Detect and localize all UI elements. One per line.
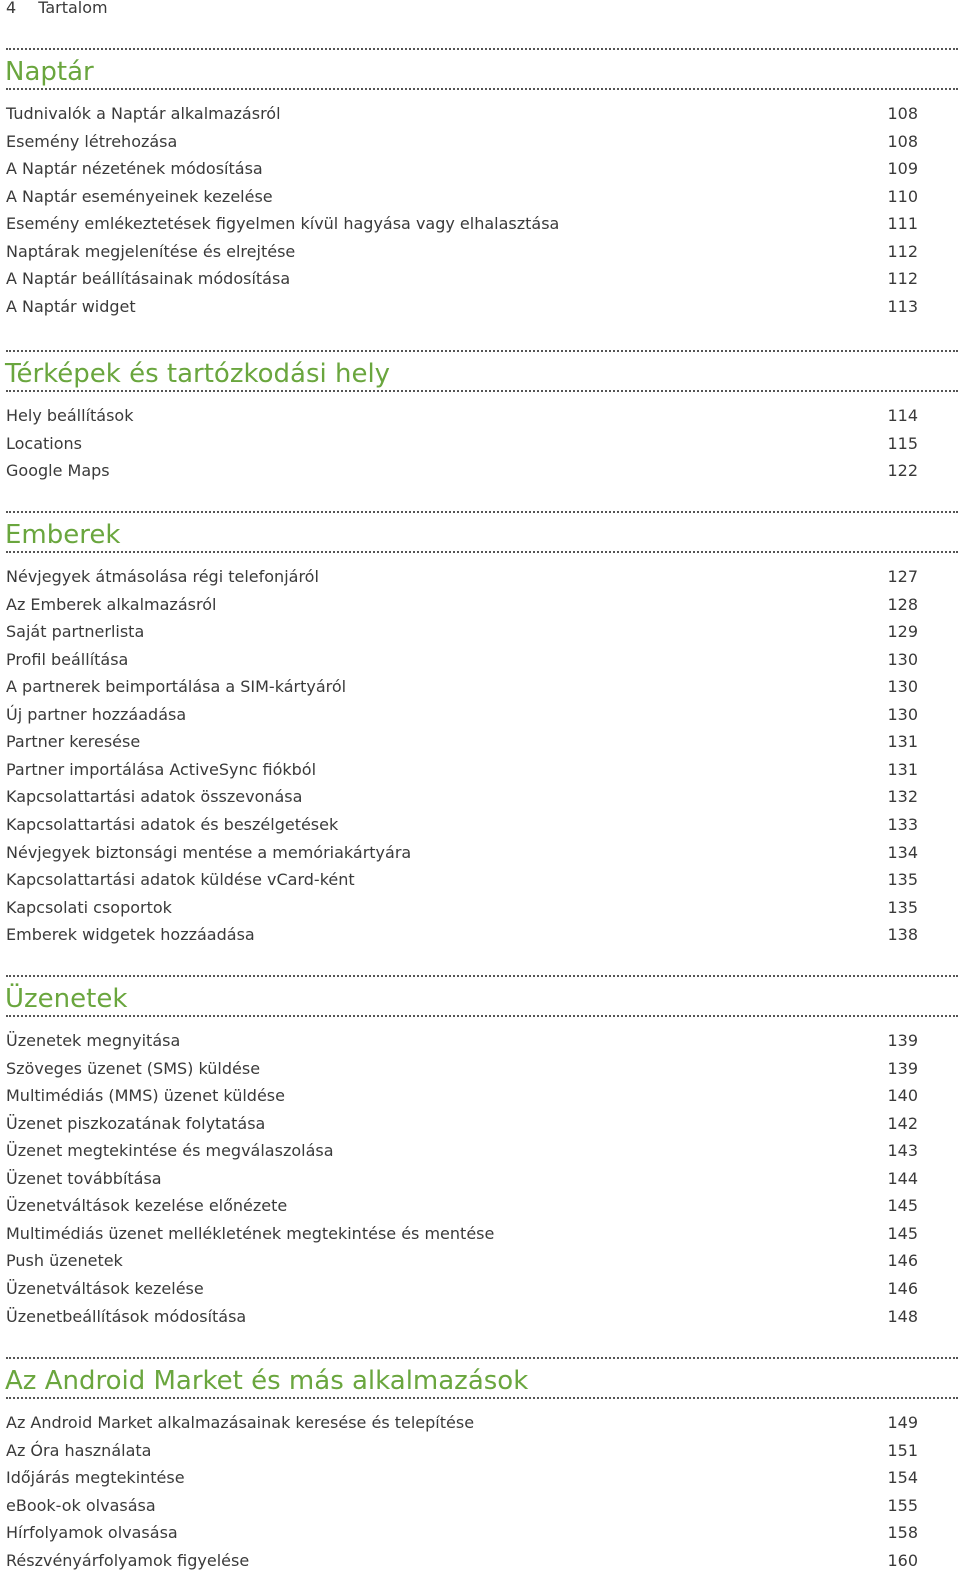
toc-entry[interactable] [6,268,918,295]
toc-entry-label: Időjárás megtekintése [6,1468,185,1487]
section-title: Üzenetek [5,984,128,1014]
section-divider-bottom [6,390,958,392]
toc-entry-label: Partner keresése [6,732,141,751]
section-divider-bottom [6,88,958,90]
toc-entry-page-number: 122 [887,461,918,480]
toc-entry-label: eBook-ok olvasása [6,1496,156,1515]
toc-entry[interactable] [6,241,918,268]
toc-entry[interactable] [6,897,918,924]
toc-entry-label: Üzenetek megnyitása [6,1031,181,1050]
toc-entry-page-number: 108 [887,104,918,123]
toc-entry-page-number: 132 [887,787,918,806]
toc-entry-page-number: 129 [887,622,918,641]
toc-entry[interactable] [6,1223,918,1250]
toc-entry-page-number: 112 [887,269,918,288]
toc-entry-label: Üzenetváltások kezelése előnézete [6,1196,288,1215]
toc-entry-page-number: 113 [887,297,918,316]
toc-entry-label: Tudnivalók a Naptár alkalmazásról [6,104,281,123]
toc-entry-page-number: 128 [887,595,918,614]
section-divider-top [6,350,958,352]
toc-entry-page-number: 158 [887,1523,918,1542]
page-header [6,0,108,18]
toc-entry-label: Multimédiás üzenet mellékletének megtekintése és mentése [6,1224,495,1243]
toc-entry-page-number: 160 [887,1551,918,1570]
toc-entry-page-number: 146 [887,1279,918,1298]
toc-entry[interactable] [6,186,918,213]
toc-entry-label: Üzenet továbbítása [6,1169,162,1188]
toc-entry-page-number: 144 [887,1169,918,1188]
toc-entry[interactable] [6,731,918,758]
toc-entry-page-number: 143 [887,1141,918,1160]
toc-entry-page-number: 108 [887,132,918,151]
toc-entry[interactable] [6,1495,918,1522]
toc-entry[interactable] [6,460,918,487]
toc-entry[interactable] [6,869,918,896]
toc-entry[interactable] [6,1140,918,1167]
toc-entry-page-number: 135 [887,870,918,889]
toc-entry-page-number: 131 [887,732,918,751]
toc-entry-page-number: 148 [887,1307,918,1326]
toc-entry-label: A Naptár widget [6,297,136,316]
toc-entry-label: Kapcsolattartási adatok és beszélgetések [6,815,339,834]
toc-entry-page-number: 130 [887,705,918,724]
toc-entry[interactable] [6,433,918,460]
toc-entry-label: A Naptár eseményeinek kezelése [6,187,273,206]
toc-entry-label: A Naptár nézetének módosítása [6,159,263,178]
toc-entry-label: Esemény emlékeztetések figyelmen kívül hagyása vagy elhalasztása [6,214,560,233]
toc-entry-page-number: 127 [887,567,918,586]
toc-entry-page-number: 131 [887,760,918,779]
section-title: Az Android Market és más alkalmazások [5,1366,529,1396]
toc-entry[interactable] [6,1278,918,1305]
toc-entry-page-number: 142 [887,1114,918,1133]
page-title: Tartalom [38,0,108,17]
toc-entry[interactable] [6,131,918,158]
section-divider-bottom [6,1015,958,1017]
toc-entry[interactable] [6,759,918,786]
section-title: Naptár [5,57,94,87]
toc-entry-page-number: 133 [887,815,918,834]
toc-entry[interactable] [6,213,918,240]
toc-entry-page-number: 114 [887,406,918,425]
toc-entry-label: Hírfolyamok olvasása [6,1523,178,1542]
toc-entry-label: Üzenet piszkozatának folytatása [6,1114,266,1133]
toc-entry-page-number: 112 [887,242,918,261]
toc-entry-label: Új partner hozzáadása [6,705,187,724]
toc-entry[interactable] [6,1113,918,1140]
toc-entry-label: Az Android Market alkalmazásainak keresése és telepítése [6,1413,475,1432]
toc-entry-label: Esemény létrehozása [6,132,178,151]
section-divider-top [6,975,958,977]
toc-entry-label: Kapcsolattartási adatok küldése vCard-ként [6,870,355,889]
toc-entry-label: Üzenetbeállítások módosítása [6,1307,247,1326]
toc-entry-page-number: 149 [887,1413,918,1432]
toc-entry-label: Naptárak megjelenítése és elrejtése [6,242,296,261]
toc-entry-page-number: 145 [887,1196,918,1215]
toc-entry-page-number: 135 [887,898,918,917]
toc-entry-label: Kapcsolati csoportok [6,898,172,917]
toc-entry-label: A Naptár beállításainak módosítása [6,269,291,288]
toc-entry[interactable] [6,158,918,185]
toc-entry[interactable] [6,1306,918,1333]
toc-entry-label: Részvényárfolyamok figyelése [6,1551,250,1570]
toc-entry-label: Saját partnerlista [6,622,145,641]
toc-entry-page-number: 111 [887,214,918,233]
toc-entry-label: Partner importálása ActiveSync fiókból [6,760,317,779]
toc-entry[interactable] [6,1250,918,1277]
toc-entry-page-number: 110 [887,187,918,206]
toc-entry[interactable] [6,704,918,731]
toc-entry[interactable] [6,814,918,841]
toc-entry[interactable] [6,1412,918,1439]
section-title: Emberek [5,520,121,550]
toc-entry-page-number: 140 [887,1086,918,1105]
toc-entry-label: Kapcsolattartási adatok összevonása [6,787,303,806]
toc-entry-label: A partnerek beimportálása a SIM-kártyáról [6,677,347,696]
toc-entry[interactable] [6,1168,918,1195]
toc-entry-page-number: 138 [887,925,918,944]
toc-entry-page-number: 130 [887,677,918,696]
toc-entry-page-number: 155 [887,1496,918,1515]
toc-entry-label: Az Emberek alkalmazásról [6,595,217,614]
section-divider-top [6,511,958,513]
toc-entry-page-number: 109 [887,159,918,178]
toc-entry[interactable] [6,676,918,703]
toc-entry-page-number: 130 [887,650,918,669]
toc-entry[interactable] [6,786,918,813]
section-divider-top [6,1357,958,1359]
toc-entry-page-number: 139 [887,1031,918,1050]
toc-entry-label: Az Óra használata [6,1441,152,1460]
toc-entry[interactable] [6,924,918,951]
page-number: 4 [6,0,17,17]
toc-entry-label: Google Maps [6,461,110,480]
toc-entry[interactable] [6,621,918,648]
toc-entry[interactable] [6,1467,918,1494]
toc-entry-label: Emberek widgetek hozzáadása [6,925,255,944]
toc-entry-page-number: 134 [887,843,918,862]
toc-entry[interactable] [6,296,918,323]
toc-entry-label: Névjegyek biztonsági mentése a memóriakártyára [6,843,412,862]
section-divider-bottom [6,551,958,553]
toc-entry[interactable] [6,103,918,130]
toc-entry-page-number: 154 [887,1468,918,1487]
toc-entry[interactable] [6,405,918,432]
toc-entry-label: Üzenetváltások kezelése [6,1279,204,1298]
toc-entry[interactable] [6,842,918,869]
toc-entry-label: Locations [6,434,83,453]
toc-entry[interactable] [6,1440,918,1467]
toc-entry[interactable] [6,594,918,621]
toc-entry[interactable] [6,1550,918,1577]
toc-entry-page-number: 139 [887,1059,918,1078]
toc-entry-label: Szöveges üzenet (SMS) küldése [6,1059,261,1078]
section-divider-bottom [6,1397,958,1399]
toc-entry[interactable] [6,1058,918,1085]
toc-entry-label: Hely beállítások [6,406,134,425]
toc-entry-page-number: 145 [887,1224,918,1243]
toc-entry-label: Profil beállítása [6,650,129,669]
toc-entry[interactable] [6,566,918,593]
toc-entry[interactable] [6,649,918,676]
toc-entry-page-number: 115 [887,434,918,453]
toc-entry[interactable] [6,1030,918,1057]
toc-entry-page-number: 151 [887,1441,918,1460]
toc-entry-label: Multimédiás (MMS) üzenet küldése [6,1086,285,1105]
toc-entry-page-number: 146 [887,1251,918,1270]
toc-entry[interactable] [6,1195,918,1222]
toc-entry-label: Push üzenetek [6,1251,123,1270]
section-title: Térképek és tartózkodási hely [5,359,391,389]
toc-entry-label: Üzenet megtekintése és megválaszolása [6,1141,334,1160]
toc-entry[interactable] [6,1085,918,1112]
toc-entry-label: Névjegyek átmásolása régi telefonjáról [6,567,319,586]
section-divider-top [6,48,958,50]
toc-entry[interactable] [6,1522,918,1549]
